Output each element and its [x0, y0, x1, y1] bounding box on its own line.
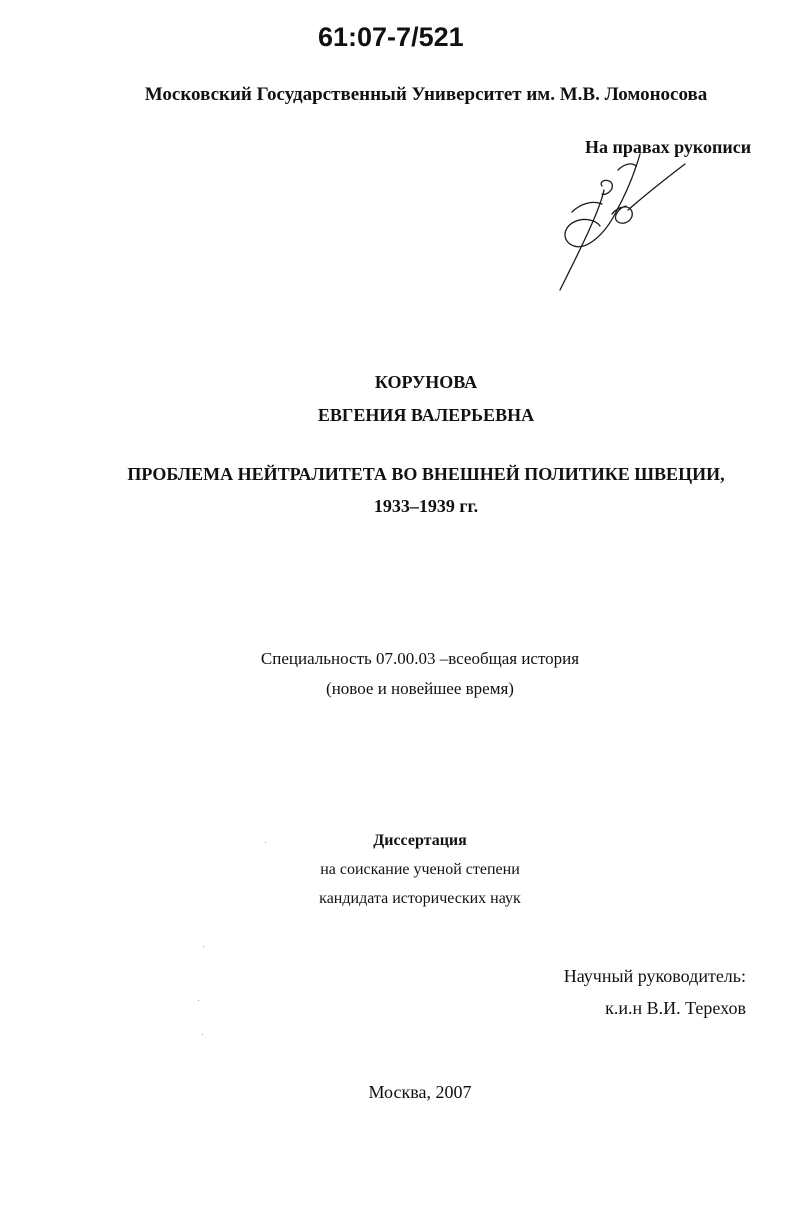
supervisor-name: к.и.н В.И. Терехов	[605, 998, 746, 1018]
degree-heading: Диссертация	[373, 832, 467, 849]
university-name: Московский Государственный Университет им. М.В. Ломоносова	[144, 84, 708, 105]
author-given-names: ЕВГЕНИЯ ВАЛЕРЬЕВНА	[317, 405, 535, 425]
supervisor-label: Научный руководитель:	[563, 966, 746, 986]
thesis-title	[28, 458, 796, 522]
scan-speck	[198, 1000, 199, 1001]
thesis-title-line-2: 1933–1939 гг.	[373, 496, 479, 516]
author-surname: КОРУНОВА	[374, 372, 478, 392]
scan-speck	[265, 842, 266, 843]
degree-line-2: кандидата исторических наук	[319, 890, 521, 907]
manuscript-rights-label: На правах рукописи	[585, 137, 752, 157]
specialty-code: Специальность 07.00.03 –всеобщая история	[260, 649, 580, 668]
degree-block	[22, 826, 796, 913]
supervisor-block	[546, 960, 746, 1024]
scan-speck	[203, 946, 204, 947]
specialty-block	[22, 644, 796, 704]
scan-speck	[202, 1034, 203, 1035]
specialty-period: (новое и новейшее время)	[326, 679, 514, 698]
thesis-title-line-1: ПРОБЛЕМА НЕЙТРАЛИТЕТА ВО ВНЕШНЕЙ ПОЛИТИКЕ ШВЕЦИИ,	[127, 464, 725, 484]
place-and-year: Москва, 2007	[368, 1082, 472, 1102]
handwritten-signature	[540, 150, 690, 295]
catalog-number: 61:07-7/521	[318, 22, 464, 52]
degree-line-1: на соискание ученой степени	[320, 861, 520, 878]
